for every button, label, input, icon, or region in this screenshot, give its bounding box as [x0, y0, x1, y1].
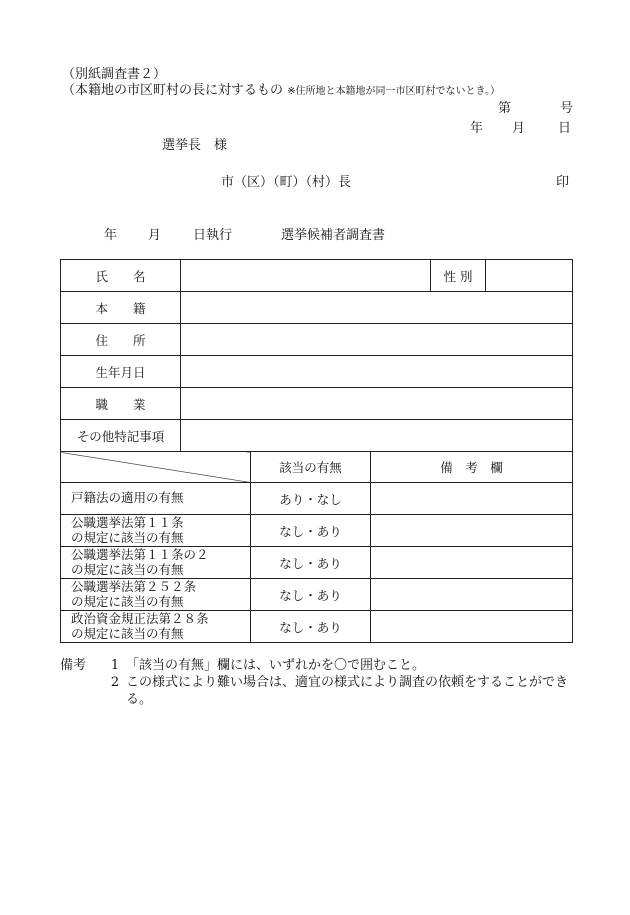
note-text: 「該当の有無」欄には、いずれかを〇で囲むこと。: [126, 658, 426, 673]
execution-day: 日執行: [193, 228, 233, 243]
check-row-label-line1: 公職選挙法第２５２条: [71, 579, 197, 595]
name-field[interactable]: [181, 260, 431, 292]
check-row-label-line1: 公職選挙法第１１条の２: [71, 547, 209, 563]
subtitle-note: ※住所地と本籍地が同一市区町村でないとき。）: [287, 86, 501, 97]
subtitle-main: （本籍地の市区町村の長に対するもの: [62, 83, 284, 98]
seal-mark: 印: [556, 175, 570, 190]
check-row-remarks[interactable]: [371, 515, 573, 547]
form-label: （別紙調査書２）: [62, 67, 167, 82]
date-year: 年: [470, 121, 484, 136]
birth-field[interactable]: [181, 356, 573, 388]
check-row-label-line2: の規定に該当の有無: [71, 625, 184, 641]
note-number: 1: [110, 658, 120, 673]
check-row-label: [61, 611, 251, 643]
occupation-row: [61, 388, 573, 420]
number-go: 号: [560, 101, 574, 116]
check-row-label-line2: の規定に該当の有無: [71, 593, 184, 609]
note-item: [60, 657, 568, 674]
candidate-survey-table: [60, 259, 573, 643]
address-label: 住 所: [61, 324, 181, 356]
occupation-field[interactable]: [181, 388, 573, 420]
execution-year: 年: [104, 228, 118, 243]
check-row-label-line2: の規定に該当の有無: [71, 561, 184, 577]
check-row-label: [61, 579, 251, 611]
check-row: [61, 611, 573, 643]
sex-field[interactable]: [486, 260, 573, 292]
addressee: 選挙長 様: [162, 138, 228, 153]
birth-label: 生年月日: [61, 356, 181, 388]
column-applicable: 該当の有無: [251, 452, 371, 483]
check-row: [61, 547, 573, 579]
sex-label: 性 別: [431, 260, 486, 292]
other-row: [61, 420, 573, 452]
note-number: 2: [110, 675, 120, 690]
number-dai: 第: [498, 101, 512, 116]
notes-section: [60, 657, 568, 708]
note-text: この様式により難い場合は、適宜の様式により調査の依頼をすることができる。: [126, 675, 569, 707]
address-row: [61, 324, 573, 356]
check-row-label-line1: 戸籍法の適用の有無: [71, 490, 184, 506]
subtitle: [62, 84, 500, 97]
document-title: 選挙候補者調査書: [281, 228, 386, 243]
name-label: 氏 名: [61, 260, 181, 292]
execution-month: 月: [148, 228, 162, 243]
check-row-choice[interactable]: あり・なし: [251, 483, 371, 515]
column-remarks: 備 考 欄: [371, 452, 573, 483]
check-row-label: [61, 515, 251, 547]
birth-row: [61, 356, 573, 388]
honseki-label: 本 籍: [61, 292, 181, 324]
check-row-choice[interactable]: なし・あり: [251, 579, 371, 611]
date-day: 日: [558, 121, 572, 136]
note-item: [60, 674, 568, 708]
check-row-label: [61, 547, 251, 579]
date-month: 月: [512, 121, 526, 136]
check-row-remarks[interactable]: [371, 483, 573, 515]
check-row-remarks[interactable]: [371, 579, 573, 611]
other-field[interactable]: [181, 420, 573, 452]
check-row-label-line1: 政治資金規正法第２８条: [71, 611, 209, 627]
check-row: [61, 579, 573, 611]
check-row: [61, 515, 573, 547]
check-row-label: [61, 483, 251, 515]
sender: 市（区）（町）（村）長: [221, 175, 352, 190]
diagonal-corner-cell: [61, 452, 251, 483]
check-header-row: [61, 452, 573, 483]
check-row-label-line2: の規定に該当の有無: [71, 529, 184, 545]
honseki-row: [61, 292, 573, 324]
honseki-field[interactable]: [181, 292, 573, 324]
occupation-label: 職 業: [61, 388, 181, 420]
check-row-choice[interactable]: なし・あり: [251, 547, 371, 579]
check-row-remarks[interactable]: [371, 611, 573, 643]
address-field[interactable]: [181, 324, 573, 356]
check-row-choice[interactable]: なし・あり: [251, 515, 371, 547]
check-row: [61, 483, 573, 515]
check-row-choice[interactable]: なし・あり: [251, 611, 371, 643]
notes-heading: 備考: [60, 658, 87, 673]
other-label: その他特記事項: [61, 420, 181, 452]
check-row-label-line1: 公職選挙法第１１条: [71, 515, 184, 531]
check-row-remarks[interactable]: [371, 547, 573, 579]
name-row: [61, 260, 573, 292]
